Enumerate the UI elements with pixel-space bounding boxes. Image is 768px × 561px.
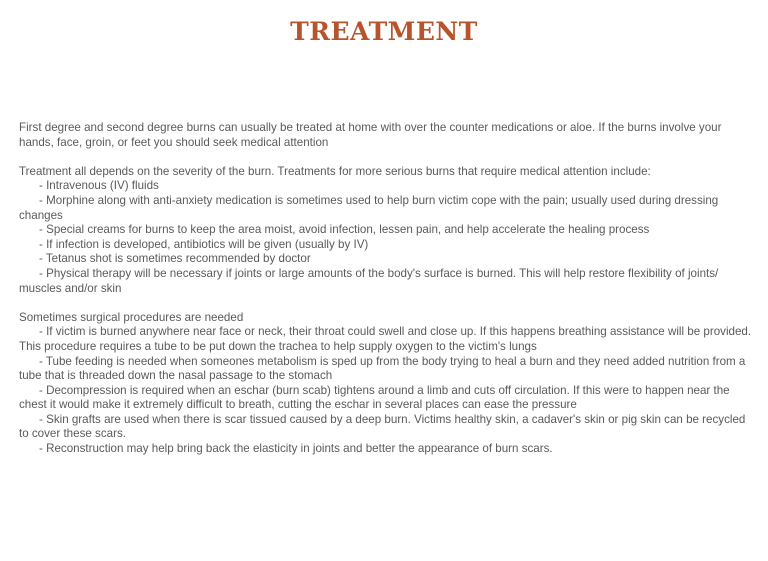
medical-treatment-item: - Special creams for burns to keep the area moist, avoid infection, lessen pain, and help accelerate the healing process: [39, 223, 650, 237]
surgical-procedure-item: - Reconstruction may help bring back the elasticity in joints and better the appearance of burn scars.: [39, 442, 553, 456]
spacer: [19, 150, 753, 165]
spacer: [19, 296, 753, 311]
slide-title: TREATMENT: [290, 17, 478, 46]
medical-treatment-heading: Treatment all depends on the severity of the burn. Treatments for more serious burns that require medical attention include:: [19, 164, 651, 178]
medical-treatment-item: - If infection is developed, antibiotics will be given (usually by IV): [39, 237, 369, 251]
medical-treatment-item: - Tetanus shot is sometimes recommended by doctor: [39, 252, 311, 266]
surgical-procedure-item: - Skin grafts are used when there is scar tissued caused by a deep burn. Victims healthy skin, a cadaver's skin or pig skin can be recycled to cover these scars.: [19, 412, 746, 441]
surgical-procedures-heading: Sometimes surgical procedures are needed: [19, 310, 244, 324]
surgical-procedure-item: - If victim is burned anywhere near face or neck, their throat could swell and close up. If this happens breathing assistance will be provided. This procedure requires a tube to be put down the trachea to help supply oxygen to the victim's lungs: [19, 325, 752, 353]
surgical-procedure-item: - Decompression is required when an eschar (burn scab) tightens around a limb and cuts off circulation. If this were to happen near the chest it would make it extremely difficult to breath, cutting the eschar in several places can ease the pressure: [19, 383, 730, 412]
medical-treatment-item: - Morphine along with anti-anxiety medication is sometimes used to help burn victim cope with the pain; usually used during dressing changes: [19, 193, 719, 222]
medical-treatment-item: - Physical therapy will be necessary if joints or large amounts of the body's surface is burned. This will help restore flexibility of joints/ muscles and/or skin: [19, 266, 719, 295]
surgical-procedure-item: - Tube feeding is needed when someones metabolism is sped up from the body trying to heal a burn and they need added nutrition from a tube that is threaded down the nasal passage to the stomach: [19, 354, 746, 383]
medical-treatment-item: - Intravenous (IV) fluids: [39, 179, 159, 193]
slide-body: [19, 121, 753, 457]
intro-paragraph: First degree and second degree burns can usually be treated at home with over the counter medications or aloe. If the burns involve your hands, face, groin, or feet you should seek medical attention: [19, 121, 722, 149]
